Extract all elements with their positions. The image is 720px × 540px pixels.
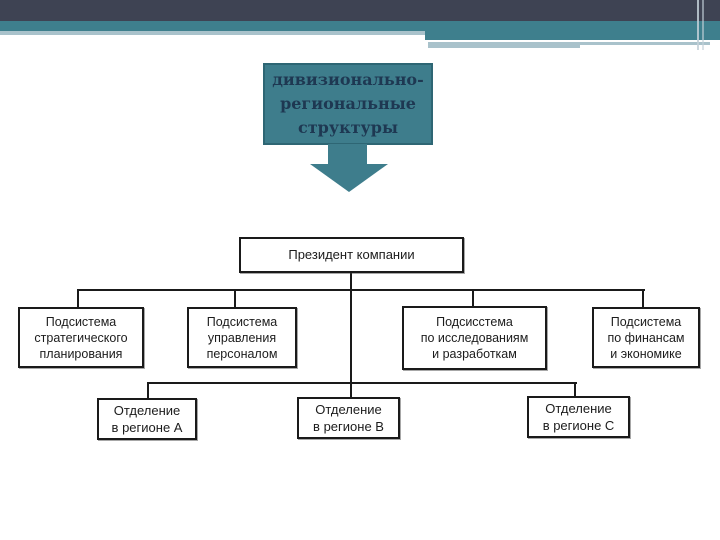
header-right-teal-stripe [425,31,720,40]
connector-stub [642,289,644,308]
org-node-label: в регионе С [542,418,615,433]
org-node-label: и экономике [610,346,682,361]
connector-stub [574,382,576,397]
org-node-region-b [297,397,400,439]
org-node-label: в регионе А [111,420,183,435]
connector-stub [472,289,474,307]
org-node-label: Подсистема [45,314,117,329]
header-teal-bar [0,21,720,31]
org-node-label: в регионе В [313,419,384,434]
org-node-finance [592,307,700,368]
slide-title-line: дивизионально- [272,70,424,89]
connector-stub [350,382,352,398]
header-vertical-stripe [697,0,699,50]
org-node-personnel [187,307,297,368]
org-node-label: персоналом [206,346,278,361]
org-node-president [239,237,464,273]
header-vertical-stripe [702,0,704,50]
header-dark-bar [0,0,720,21]
slide-title-line: региональные [280,94,416,113]
connector-stub [147,382,149,399]
org-node-label: Подсистема [206,314,278,329]
org-node-label: по исследованиям [420,331,529,345]
org-node-region-a [97,398,197,440]
slide-title-callout [263,63,433,145]
org-node-label: планирования [39,346,123,361]
org-node-label: Президент компании [288,247,415,262]
org-node-label: Подсистема [610,314,682,329]
org-node-label: по финансам [607,330,685,345]
org-node-label: и разработкам [432,347,517,361]
org-node-label: Отделение [545,401,612,416]
org-node-research [402,306,547,370]
slide-title-line: структуры [297,118,399,137]
connector-row2-horizontal [77,289,645,291]
connector-stub [234,289,236,308]
org-node-label: Отделение [315,402,382,417]
org-node-region-c [527,396,630,438]
org-node-strategic-planning [18,307,144,368]
org-node-label: стратегического [34,330,128,345]
org-node-label: Подсисстема [436,315,513,329]
down-arrow-icon [310,164,388,192]
org-node-label: Отделение [113,403,181,418]
connector-row3-horizontal [147,382,577,384]
header-right-light-stripe-short [428,45,580,48]
down-arrow-stem [328,144,367,165]
org-node-label: управления [207,330,277,345]
connector-stub [77,289,79,308]
